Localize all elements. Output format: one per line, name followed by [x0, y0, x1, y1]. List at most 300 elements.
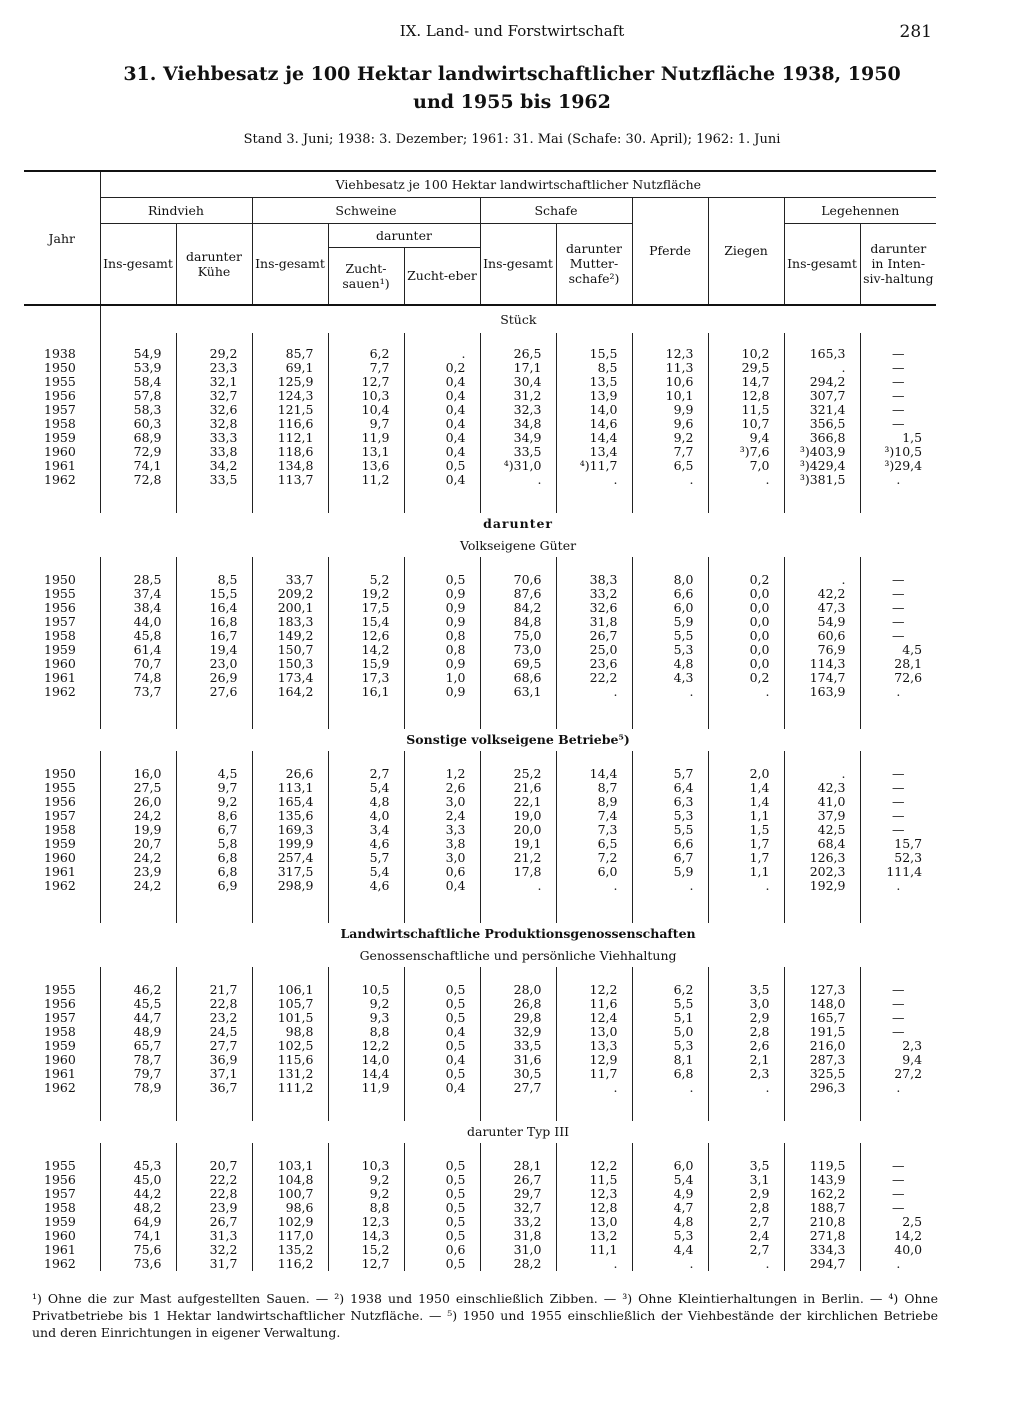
table-cell: — [860, 1011, 936, 1025]
table-cell: . [784, 361, 860, 375]
table-cell: . [556, 685, 632, 699]
table-cell: 73,7 [100, 685, 176, 699]
table-cell: 0,5 [404, 1159, 480, 1173]
table-cell: 87,6 [480, 587, 556, 601]
table-cell: 5,3 [632, 809, 708, 823]
table-cell: 0,4 [404, 1025, 480, 1039]
header-mutterschafe: darunter Mutter-schafe²) [556, 223, 632, 305]
table-cell: 4,0 [328, 809, 404, 823]
table-cell: 6,2 [632, 983, 708, 997]
table-cell: 65,7 [100, 1039, 176, 1053]
table-cell: 68,6 [480, 671, 556, 685]
table-cell: 0,0 [708, 629, 784, 643]
row-year: 1960 [44, 656, 76, 671]
table-cell: — [860, 347, 936, 361]
table-row [24, 1039, 936, 1053]
row-year: 1958 [44, 1024, 76, 1039]
table-row [24, 1187, 936, 1201]
table-cell: 11,7 [556, 1067, 632, 1081]
table-cell: 188,7 [784, 1201, 860, 1215]
table-cell: . [632, 879, 708, 893]
section-label-row [24, 535, 936, 557]
header-schweine: Schweine [252, 197, 480, 223]
table-cell: 6,8 [176, 865, 252, 879]
row-year: 1950 [44, 572, 76, 587]
table-cell: — [860, 767, 936, 781]
table-cell: 11,3 [632, 361, 708, 375]
section-label-row [24, 945, 936, 967]
table-cell: 0,0 [708, 643, 784, 657]
table-cell: ⁴)31,0 [480, 459, 556, 473]
table-cell: 14,2 [860, 1229, 936, 1243]
table-cell: 12,2 [556, 1159, 632, 1173]
header-legehennen-insgesamt: Ins-gesamt [784, 223, 860, 305]
table-cell: 6,0 [556, 865, 632, 879]
table-cell: 11,6 [556, 997, 632, 1011]
table-cell: 17,1 [480, 361, 556, 375]
table-cell: 78,7 [100, 1053, 176, 1067]
table-cell: — [860, 1187, 936, 1201]
section-label: Genossenschaftliche und persönliche Viehhaltung [359, 948, 677, 963]
table-cell: — [860, 1025, 936, 1039]
table-cell: 3,1 [708, 1173, 784, 1187]
table-cell: 23,3 [176, 361, 252, 375]
table-row [24, 795, 936, 809]
table-cell: 321,4 [784, 403, 860, 417]
table-cell: 126,3 [784, 851, 860, 865]
table-cell: 2,8 [708, 1201, 784, 1215]
table-cell: . [708, 1257, 784, 1271]
table-cell: — [860, 795, 936, 809]
table-cell: 0,9 [404, 601, 480, 615]
table-row [24, 403, 936, 417]
table-cell: 72,8 [100, 473, 176, 487]
table-cell: 257,4 [252, 851, 328, 865]
table-cell: 1,1 [708, 809, 784, 823]
table-cell: 1,4 [708, 795, 784, 809]
table-cell: 29,5 [708, 361, 784, 375]
footnotes [32, 1290, 938, 1341]
table-cell: 0,2 [708, 573, 784, 587]
table-cell: . [784, 767, 860, 781]
table-cell: 10,1 [632, 389, 708, 403]
table-cell: 2,3 [708, 1067, 784, 1081]
table-cell: 33,8 [176, 445, 252, 459]
table-cell: 2,0 [708, 767, 784, 781]
table-cell: 26,6 [252, 767, 328, 781]
table-cell: 2,9 [708, 1187, 784, 1201]
row-year: 1958 [44, 628, 76, 643]
table-cell: 6,4 [632, 781, 708, 795]
table-cell: 7,7 [632, 445, 708, 459]
table-cell: 3,3 [404, 823, 480, 837]
table-cell: 5,4 [632, 1173, 708, 1187]
spacer-row [24, 1095, 936, 1121]
table-cell: 2,4 [708, 1229, 784, 1243]
table-cell: 19,9 [100, 823, 176, 837]
row-year: 1959 [44, 1214, 76, 1229]
table-cell: 0,6 [404, 1243, 480, 1257]
table-cell: . [860, 879, 936, 893]
table-cell: 58,3 [100, 403, 176, 417]
table-cell: 14,6 [556, 417, 632, 431]
table-cell: 4,9 [632, 1187, 708, 1201]
table-cell: 24,2 [100, 879, 176, 893]
table-cell: 165,3 [784, 347, 860, 361]
table-cell: 165,4 [252, 795, 328, 809]
table-cell: 5,1 [632, 1011, 708, 1025]
spacer-row [24, 487, 936, 513]
table-cell: 13,6 [328, 459, 404, 473]
table-cell: 1,7 [708, 851, 784, 865]
header-intensivhaltung: darunter in Inten-siv-haltung [860, 223, 936, 305]
table-row [24, 629, 936, 643]
table-cell: 22,1 [480, 795, 556, 809]
table-cell: 7,4 [556, 809, 632, 823]
table-cell: 22,2 [556, 671, 632, 685]
table-row [24, 1229, 936, 1243]
table-cell: 2,4 [404, 809, 480, 823]
table-cell: 164,2 [252, 685, 328, 699]
table-cell: 325,5 [784, 1067, 860, 1081]
table-cell: 116,6 [252, 417, 328, 431]
table-cell: 21,2 [480, 851, 556, 865]
header-schweine-insgesamt: Ins-gesamt [252, 223, 328, 305]
footnote-3: ³) Ohne Kleintierhaltungen in Berlin. — [622, 1291, 883, 1306]
table-cell: 15,5 [556, 347, 632, 361]
table-cell: 163,9 [784, 685, 860, 699]
table-cell: 8,7 [556, 781, 632, 795]
table-cell: 15,7 [860, 837, 936, 851]
table-cell: 191,5 [784, 1025, 860, 1039]
table-cell: 32,9 [480, 1025, 556, 1039]
table-cell: . [556, 473, 632, 487]
table-cell: 12,8 [556, 1201, 632, 1215]
table-cell: 294,2 [784, 375, 860, 389]
table-cell: 6,7 [632, 851, 708, 865]
table-cell: 8,1 [632, 1053, 708, 1067]
table-cell: 9,2 [632, 431, 708, 445]
table-cell: 13,3 [556, 1039, 632, 1053]
table-cell: 1,5 [860, 431, 936, 445]
table-cell: 75,6 [100, 1243, 176, 1257]
table-cell: 16,8 [176, 615, 252, 629]
table-cell: . [860, 1081, 936, 1095]
table-cell: 1,5 [708, 823, 784, 837]
table-cell: . [632, 685, 708, 699]
table-cell: 12,3 [556, 1187, 632, 1201]
table-cell: 6,6 [632, 837, 708, 851]
table-cell: 0,5 [404, 983, 480, 997]
table-cell: 7,7 [328, 361, 404, 375]
table-cell: 165,7 [784, 1011, 860, 1025]
table-cell: 8,8 [328, 1201, 404, 1215]
table-cell: 0,8 [404, 629, 480, 643]
table-cell: 148,0 [784, 997, 860, 1011]
table-cell: 4,6 [328, 837, 404, 851]
table-cell: 0,8 [404, 643, 480, 657]
table-cell: 27,7 [480, 1081, 556, 1095]
table-cell: 17,8 [480, 865, 556, 879]
table-cell: 9,2 [328, 1187, 404, 1201]
table-cell: 60,3 [100, 417, 176, 431]
table-cell: 64,9 [100, 1215, 176, 1229]
table-cell: 9,3 [328, 1011, 404, 1025]
table-cell: 111,4 [860, 865, 936, 879]
table-cell: 0,4 [404, 879, 480, 893]
header-schweine-darunter: darunter [328, 223, 480, 247]
table-cell: 210,8 [784, 1215, 860, 1229]
table-cell: . [708, 879, 784, 893]
table-row [24, 643, 936, 657]
header-zuchteber: Zucht-eber [404, 247, 480, 305]
table-cell: — [860, 983, 936, 997]
table-cell: 13,2 [556, 1229, 632, 1243]
header-schafe-insgesamt: Ins-gesamt [480, 223, 556, 305]
table-cell: ³)7,6 [708, 445, 784, 459]
table-cell: 317,5 [252, 865, 328, 879]
table-cell: 0,4 [404, 1081, 480, 1095]
row-year: 1961 [44, 458, 76, 473]
table-cell: 46,2 [100, 983, 176, 997]
table-cell: 14,0 [556, 403, 632, 417]
table-cell: 0,4 [404, 375, 480, 389]
table-cell: 0,5 [404, 1215, 480, 1229]
table-row [24, 983, 936, 997]
header-ziegen: Ziegen [708, 197, 784, 305]
table-row [24, 685, 936, 699]
table-cell: 4,8 [632, 1215, 708, 1229]
table-cell: 32,7 [176, 389, 252, 403]
table-cell: ³)10,5 [860, 445, 936, 459]
table-cell: 1,0 [404, 671, 480, 685]
table-cell: 0,4 [404, 431, 480, 445]
table-row [24, 601, 936, 615]
table-cell: 42,5 [784, 823, 860, 837]
table-cell: 33,5 [176, 473, 252, 487]
table-cell: 16,7 [176, 629, 252, 643]
table-cell: 6,3 [632, 795, 708, 809]
table-row [24, 417, 936, 431]
section-label-row [24, 513, 936, 535]
spacer-row [24, 557, 936, 573]
table-cell: 6,8 [176, 851, 252, 865]
table-cell: 113,7 [252, 473, 328, 487]
table-cell: 32,8 [176, 417, 252, 431]
table-cell: 72,6 [860, 671, 936, 685]
table-row [24, 389, 936, 403]
header-pferde: Pferde [632, 197, 708, 305]
table-cell: 37,1 [176, 1067, 252, 1081]
table-cell: 4,8 [632, 657, 708, 671]
table-cell: 101,5 [252, 1011, 328, 1025]
table-cell: 5,8 [176, 837, 252, 851]
table-row [24, 573, 936, 587]
table-cell: 70,6 [480, 573, 556, 587]
table-cell: — [860, 997, 936, 1011]
table-cell: 26,8 [480, 997, 556, 1011]
table-cell: . [556, 1257, 632, 1271]
table-cell: — [860, 417, 936, 431]
table-cell: 72,9 [100, 445, 176, 459]
row-year: 1957 [44, 402, 76, 417]
table-cell: 79,7 [100, 1067, 176, 1081]
table-cell: 44,7 [100, 1011, 176, 1025]
table-cell: 104,8 [252, 1173, 328, 1187]
row-year: 1960 [44, 1228, 76, 1243]
table-cell: 75,0 [480, 629, 556, 643]
table-cell: 10,5 [328, 983, 404, 997]
table-cell: 31,0 [480, 1243, 556, 1257]
table-cell: 0,9 [404, 657, 480, 671]
table-row [24, 1173, 936, 1187]
table-cell: 12,6 [328, 629, 404, 643]
table-cell: 54,9 [784, 615, 860, 629]
table-cell: 7,0 [708, 459, 784, 473]
table-cell: 14,4 [328, 1067, 404, 1081]
table-cell: 5,5 [632, 823, 708, 837]
table-cell: 296,3 [784, 1081, 860, 1095]
table-cell: 20,7 [176, 1159, 252, 1173]
table-cell: 8,6 [176, 809, 252, 823]
table-cell: 3,0 [404, 851, 480, 865]
table-row [24, 587, 936, 601]
table-cell: 5,3 [632, 643, 708, 657]
table-cell: 31,8 [556, 615, 632, 629]
table-cell: 2,5 [860, 1215, 936, 1229]
table-cell: 6,9 [176, 879, 252, 893]
table-row [24, 879, 936, 893]
table-cell: 0,2 [404, 361, 480, 375]
table-cell: — [860, 361, 936, 375]
table-cell: 33,5 [480, 445, 556, 459]
table-title-line-1: 31. Viehbesatz je 100 Hektar landwirtschaftlicher Nutzfläche 1938, 1950 [123, 63, 901, 85]
table-cell: 69,5 [480, 657, 556, 671]
table-row [24, 1067, 936, 1081]
table-cell: 4,3 [632, 671, 708, 685]
livestock-table [24, 170, 932, 1271]
table-cell: 33,2 [556, 587, 632, 601]
table-cell: 23,9 [176, 1201, 252, 1215]
table-cell: 22,2 [176, 1173, 252, 1187]
row-year: 1955 [44, 374, 76, 389]
table-cell: 143,9 [784, 1173, 860, 1187]
table-row [24, 1081, 936, 1095]
table-cell: 102,5 [252, 1039, 328, 1053]
table-cell: ³)403,9 [784, 445, 860, 459]
table-cell: 11,9 [328, 1081, 404, 1095]
table-cell: 48,9 [100, 1025, 176, 1039]
table-cell: 28,1 [860, 657, 936, 671]
table-cell: . [708, 685, 784, 699]
table-cell: 25,0 [556, 643, 632, 657]
table-cell: 9,7 [176, 781, 252, 795]
table-cell: . [860, 685, 936, 699]
table-cell: 4,4 [632, 1243, 708, 1257]
table-cell: . [480, 879, 556, 893]
table-cell: 74,8 [100, 671, 176, 685]
table-row [24, 1011, 936, 1025]
table-cell: 0,5 [404, 1201, 480, 1215]
table-cell: 202,3 [784, 865, 860, 879]
table-row [24, 837, 936, 851]
section-label-row [24, 1121, 936, 1143]
table-cell: 13,0 [556, 1025, 632, 1039]
table-cell: 135,6 [252, 809, 328, 823]
spacer-row [24, 967, 936, 983]
table-cell: 32,2 [176, 1243, 252, 1257]
header-legehennen: Legehennen [784, 197, 936, 223]
table-cell: 5,7 [328, 851, 404, 865]
table-cell: 14,4 [556, 431, 632, 445]
table-cell: 356,5 [784, 417, 860, 431]
row-year: 1950 [44, 766, 76, 781]
table-cell: 6,7 [176, 823, 252, 837]
table-cell: 10,2 [708, 347, 784, 361]
table-cell: 84,8 [480, 615, 556, 629]
table-cell: 0,5 [404, 1067, 480, 1081]
table-cell: 0,5 [404, 459, 480, 473]
table-cell: — [860, 403, 936, 417]
table-cell: 21,7 [176, 983, 252, 997]
table-cell: 24,2 [100, 809, 176, 823]
table-cell: 8,5 [176, 573, 252, 587]
row-year: 1958 [44, 416, 76, 431]
table-cell: 14,0 [328, 1053, 404, 1067]
table-cell: 32,6 [176, 403, 252, 417]
table-cell: 271,8 [784, 1229, 860, 1243]
table-cell: 131,2 [252, 1067, 328, 1081]
table-cell: — [860, 1173, 936, 1187]
table-cell: 60,6 [784, 629, 860, 643]
table-row [24, 781, 936, 795]
table-cell: 74,1 [100, 459, 176, 473]
table-cell: 105,7 [252, 997, 328, 1011]
row-year: 1957 [44, 1010, 76, 1025]
table-cell: . [784, 573, 860, 587]
row-year: 1956 [44, 996, 76, 1011]
table-cell: 68,9 [100, 431, 176, 445]
header-unit-spacer [24, 305, 100, 333]
table-cell: 17,5 [328, 601, 404, 615]
table-cell: 1,1 [708, 865, 784, 879]
table-cell: 38,4 [100, 601, 176, 615]
table-cell: 6,0 [632, 601, 708, 615]
table-cell: 1,7 [708, 837, 784, 851]
table-cell: 192,9 [784, 879, 860, 893]
table-cell: 3,0 [708, 997, 784, 1011]
table-cell: 5,3 [632, 1039, 708, 1053]
table-cell: 31,3 [176, 1229, 252, 1243]
table-row [24, 1215, 936, 1229]
table-cell: 118,6 [252, 445, 328, 459]
table-cell: 5,5 [632, 997, 708, 1011]
table-cell: 13,5 [556, 375, 632, 389]
row-year: 1962 [44, 1256, 76, 1271]
table-cell: 216,0 [784, 1039, 860, 1053]
row-year: 1960 [44, 444, 76, 459]
table-cell: 0,4 [404, 1053, 480, 1067]
table-cell: . [708, 473, 784, 487]
table-cell: 53,9 [100, 361, 176, 375]
table-cell: 112,1 [252, 431, 328, 445]
row-year: 1957 [44, 614, 76, 629]
table-cell: 0,5 [404, 1187, 480, 1201]
table-cell: — [860, 601, 936, 615]
table-cell: 111,2 [252, 1081, 328, 1095]
table-cell: 2,9 [708, 1011, 784, 1025]
table-row [24, 459, 936, 473]
